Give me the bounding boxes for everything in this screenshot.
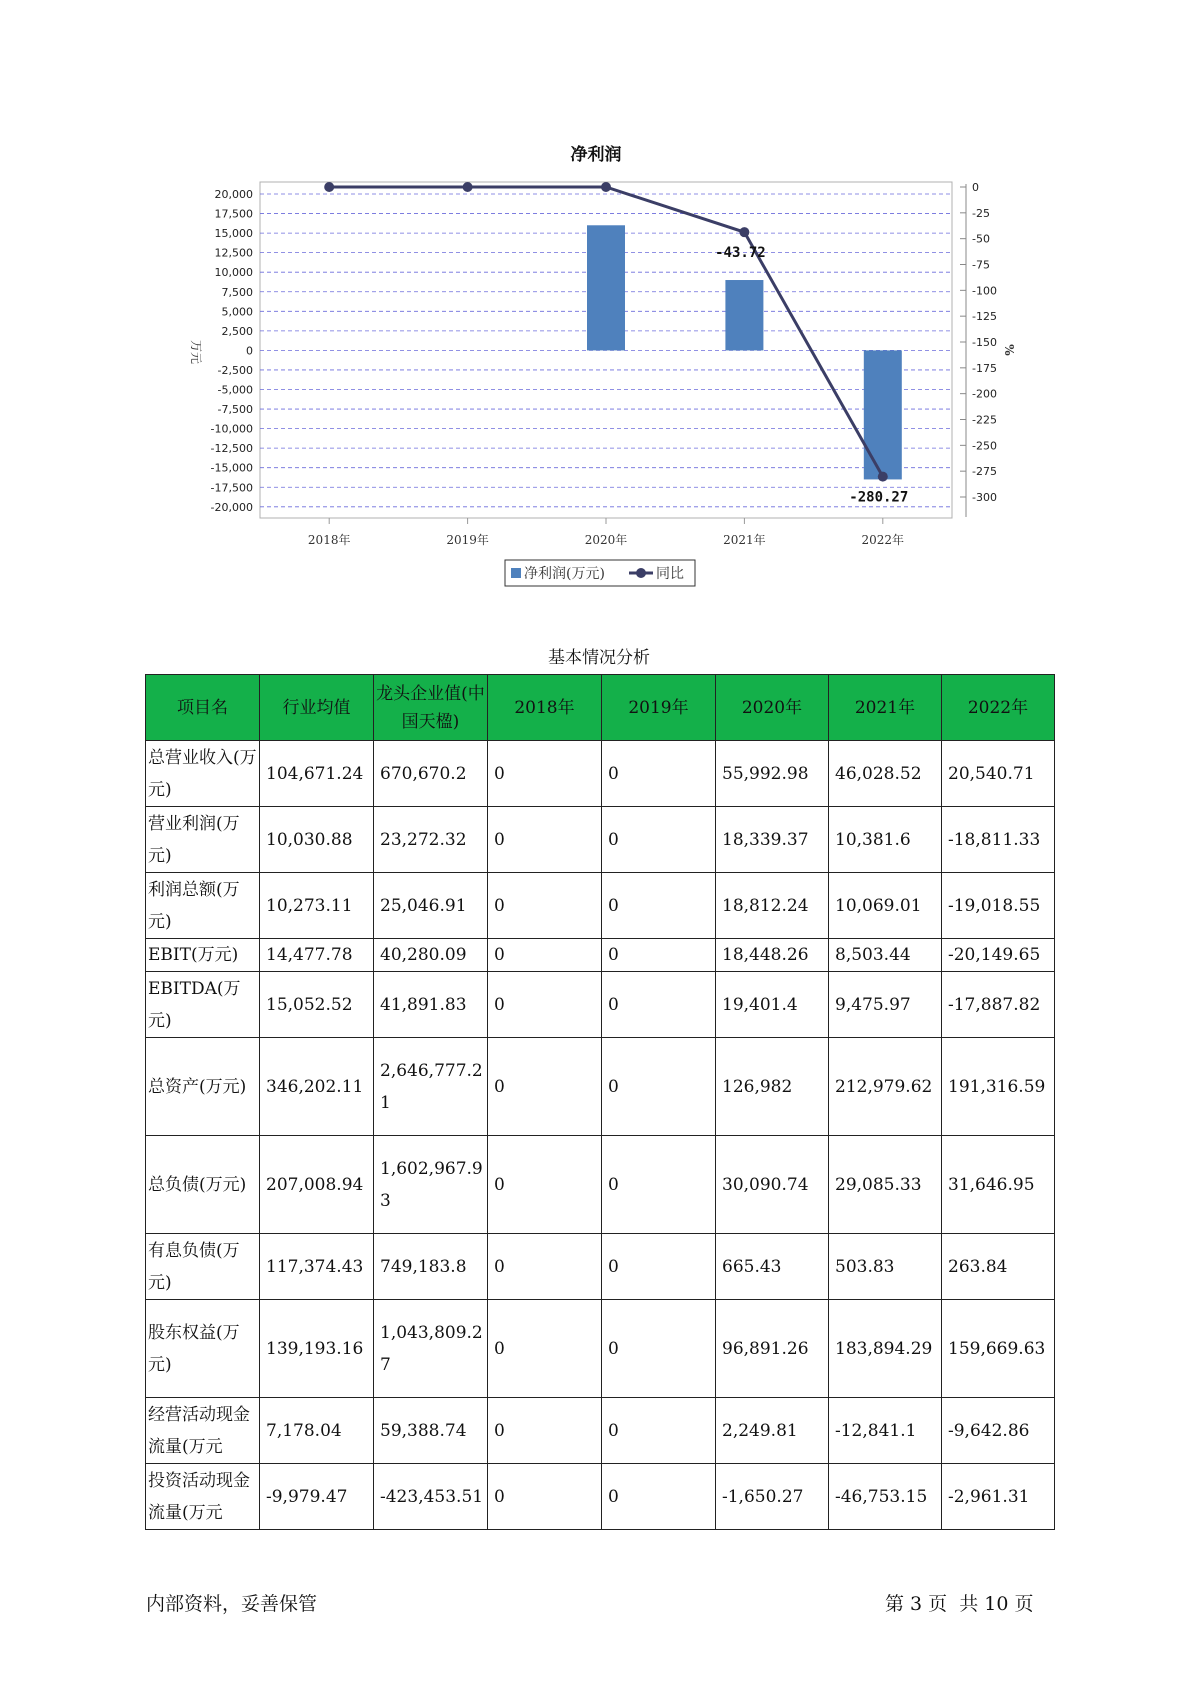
x-tick-label: 2020年: [584, 533, 628, 547]
y-tick-label: 7,500: [221, 285, 253, 299]
table-row: [146, 741, 1055, 807]
y-tick-label: -2,500: [217, 363, 253, 377]
chart-legend: [505, 560, 695, 586]
table-cell: 0: [602, 1234, 716, 1300]
row-label: 有息负债(万元): [146, 1234, 260, 1300]
table-cell: 212,979.62: [829, 1038, 942, 1136]
x-tick-label: 2022年: [861, 533, 905, 547]
table-cell: 104,671.24: [260, 741, 374, 807]
y-tick-label: -17,500: [210, 481, 253, 495]
column-header: 2018年: [488, 675, 602, 741]
y-tick-label: -20,000: [210, 500, 253, 514]
table-cell: -20,149.65: [942, 939, 1055, 972]
y-tick-label: -7,500: [217, 403, 253, 417]
column-header: 2022年: [942, 675, 1055, 741]
table-cell: 0: [488, 873, 602, 939]
legend-bar-label: 净利润(万元): [524, 566, 605, 582]
footer-page-number: 第 3 页 共 10 页: [885, 1593, 1034, 1615]
net-profit-bar: [864, 350, 902, 479]
table-cell: 10,030.88: [260, 807, 374, 873]
column-header: 行业均值: [260, 675, 374, 741]
yoy-point: [739, 227, 749, 237]
table-cell: 191,316.59: [942, 1038, 1055, 1136]
table-cell: 0: [602, 1464, 716, 1530]
table-cell: -9,642.86: [942, 1398, 1055, 1464]
y-tick-label: 10,000: [214, 266, 253, 280]
yoy-point: [324, 182, 334, 192]
y-tick-label: -10,000: [210, 422, 253, 436]
net-profit-chart: [0, 0, 1191, 600]
y-axis-label: 万元: [189, 339, 203, 365]
net-profit-bar: [587, 225, 625, 350]
y2-tick-label: -125: [972, 310, 997, 324]
table-cell: 0: [488, 1136, 602, 1234]
table-row: [146, 1234, 1055, 1300]
table-cell: 183,894.29: [829, 1300, 942, 1398]
table-cell: 0: [602, 1136, 716, 1234]
table-cell: 10,273.11: [260, 873, 374, 939]
table-cell: 18,448.26: [716, 939, 829, 972]
table-cell: -18,811.33: [942, 807, 1055, 873]
y2-axis-label: %: [1002, 344, 1016, 356]
basic-analysis-table: [145, 674, 1055, 1530]
x-tick-label: 2019年: [446, 533, 489, 547]
table-cell: 10,069.01: [829, 873, 942, 939]
y2-tick-label: -175: [972, 361, 997, 375]
table-cell: -46,753.15: [829, 1464, 942, 1530]
table-cell: 31,646.95: [942, 1136, 1055, 1234]
table-cell: 0: [602, 1398, 716, 1464]
column-header: 项目名: [146, 675, 260, 741]
table-cell: 7,178.04: [260, 1398, 374, 1464]
table-cell: 159,669.63: [942, 1300, 1055, 1398]
table-cell: 0: [488, 939, 602, 972]
chart-title: 净利润: [570, 145, 622, 165]
y-tick-label: 15,000: [214, 227, 253, 241]
row-label: 总负债(万元): [146, 1136, 260, 1234]
table-cell: -2,961.31: [942, 1464, 1055, 1530]
table-cell: 59,388.74: [374, 1398, 488, 1464]
table-row: [146, 1136, 1055, 1234]
table-cell: 46,028.52: [829, 741, 942, 807]
row-label: 股东权益(万元): [146, 1300, 260, 1398]
row-label: 总营业收入(万元): [146, 741, 260, 807]
yoy-point: [878, 472, 888, 482]
table-cell: 0: [602, 1300, 716, 1398]
table-cell: 14,477.78: [260, 939, 374, 972]
table-cell: 0: [602, 1038, 716, 1136]
bar-series: [587, 225, 902, 479]
table-cell: 29,085.33: [829, 1136, 942, 1234]
table-row: [146, 1038, 1055, 1136]
column-header: 龙头企业值(中国天楹): [374, 675, 488, 741]
y-axis-ticks: [211, 188, 253, 514]
table-cell: 10,381.6: [829, 807, 942, 873]
table-cell: 0: [602, 939, 716, 972]
data-label: -280.27: [849, 489, 909, 506]
table-cell: 23,272.32: [374, 807, 488, 873]
y2-axis-ticks: [960, 181, 997, 517]
column-header: 2020年: [716, 675, 829, 741]
table-cell: 0: [488, 972, 602, 1038]
table-cell: 30,090.74: [716, 1136, 829, 1234]
y-tick-label: -5,000: [217, 383, 253, 397]
y2-tick-label: -225: [972, 413, 997, 427]
data-label: -43.72: [715, 245, 766, 262]
table-cell: 749,183.8: [374, 1234, 488, 1300]
table-cell: -1,650.27: [716, 1464, 829, 1530]
table-cell: 2,646,777.21: [374, 1038, 488, 1136]
yoy-point: [601, 182, 611, 192]
table-cell: -19,018.55: [942, 873, 1055, 939]
y-tick-label: -12,500: [210, 442, 253, 456]
table-cell: 2,249.81: [716, 1398, 829, 1464]
y-tick-label: 0: [246, 344, 253, 358]
table-row: [146, 939, 1055, 972]
table-cell: 0: [602, 873, 716, 939]
table-cell: 503.83: [829, 1234, 942, 1300]
y2-tick-label: -200: [972, 387, 997, 401]
table-cell: 207,008.94: [260, 1136, 374, 1234]
row-label: EBITDA(万元): [146, 972, 260, 1038]
table-cell: 126,982: [716, 1038, 829, 1136]
table-cell: 41,891.83: [374, 972, 488, 1038]
table-row: [146, 1398, 1055, 1464]
table-cell: 0: [488, 1038, 602, 1136]
y-tick-label: -15,000: [210, 461, 253, 475]
table-cell: 0: [488, 1398, 602, 1464]
legend-line-label: 同比: [656, 566, 684, 582]
y2-tick-label: -250: [972, 439, 997, 453]
table-cell: 0: [602, 741, 716, 807]
yoy-point: [463, 182, 473, 192]
x-axis-ticks: [308, 518, 904, 547]
row-label: 利润总额(万元): [146, 873, 260, 939]
table-row: [146, 807, 1055, 873]
table-cell: 0: [488, 1464, 602, 1530]
y-tick-label: 2,500: [221, 324, 253, 338]
table-cell: -12,841.1: [829, 1398, 942, 1464]
y2-tick-label: 0: [972, 181, 979, 194]
table-cell: -423,453.51: [374, 1464, 488, 1530]
table-row: [146, 873, 1055, 939]
table-cell: -9,979.47: [260, 1464, 374, 1530]
table-cell: 1,043,809.27: [374, 1300, 488, 1398]
legend-line-marker: [636, 568, 646, 578]
table-cell: 15,052.52: [260, 972, 374, 1038]
table-header-row: [146, 675, 1055, 741]
y2-tick-label: -275: [972, 465, 997, 479]
row-label: 投资活动现金流量(万元: [146, 1464, 260, 1530]
table-cell: 0: [488, 1234, 602, 1300]
table-cell: 0: [488, 741, 602, 807]
table-caption: 基本情况分析: [548, 648, 650, 668]
footer-confidential: 内部资料，妥善保管: [146, 1593, 318, 1615]
table-cell: 1,602,967.93: [374, 1136, 488, 1234]
y-tick-label: 17,500: [214, 207, 253, 221]
y-tick-label: 12,500: [214, 246, 253, 260]
table-cell: 96,891.26: [716, 1300, 829, 1398]
row-label: EBIT(万元): [146, 939, 260, 972]
table-cell: 19,401.4: [716, 972, 829, 1038]
table-cell: 117,374.43: [260, 1234, 374, 1300]
table-cell: 8,503.44: [829, 939, 942, 972]
y2-tick-label: -25: [972, 206, 990, 220]
table-cell: 20,540.71: [942, 741, 1055, 807]
table-cell: 0: [488, 1300, 602, 1398]
x-tick-label: 2021年: [723, 533, 766, 547]
net-profit-bar: [725, 280, 763, 350]
table-cell: -17,887.82: [942, 972, 1055, 1038]
table-cell: 665.43: [716, 1234, 829, 1300]
y2-tick-label: -100: [972, 284, 997, 298]
row-label: 营业利润(万元): [146, 807, 260, 873]
y2-tick-label: -150: [972, 336, 997, 349]
y2-tick-label: -75: [972, 258, 990, 272]
y2-tick-label: -50: [972, 232, 990, 246]
y2-tick-label: -300: [972, 491, 997, 504]
table-cell: 346,202.11: [260, 1038, 374, 1136]
column-header: 2019年: [602, 675, 716, 741]
table-cell: 0: [488, 807, 602, 873]
x-tick-label: 2018年: [307, 533, 351, 547]
row-label: 经营活动现金流量(万元: [146, 1398, 260, 1464]
table-cell: 55,992.98: [716, 741, 829, 807]
row-label: 总资产(万元): [146, 1038, 260, 1136]
y-tick-label: 20,000: [214, 188, 253, 201]
table-row: [146, 972, 1055, 1038]
table-cell: 40,280.09: [374, 939, 488, 972]
table-cell: 18,339.37: [716, 807, 829, 873]
legend-bar-swatch: [511, 568, 521, 578]
column-header: 2021年: [829, 675, 942, 741]
table-cell: 25,046.91: [374, 873, 488, 939]
table-cell: 670,670.2: [374, 741, 488, 807]
table-cell: 9,475.97: [829, 972, 942, 1038]
table-cell: 263.84: [942, 1234, 1055, 1300]
table-cell: 18,812.24: [716, 873, 829, 939]
table-row: [146, 1464, 1055, 1530]
table-cell: 0: [602, 972, 716, 1038]
table-cell: 0: [602, 807, 716, 873]
table-row: [146, 1300, 1055, 1398]
table-cell: 139,193.16: [260, 1300, 374, 1398]
y-tick-label: 5,000: [221, 305, 253, 319]
